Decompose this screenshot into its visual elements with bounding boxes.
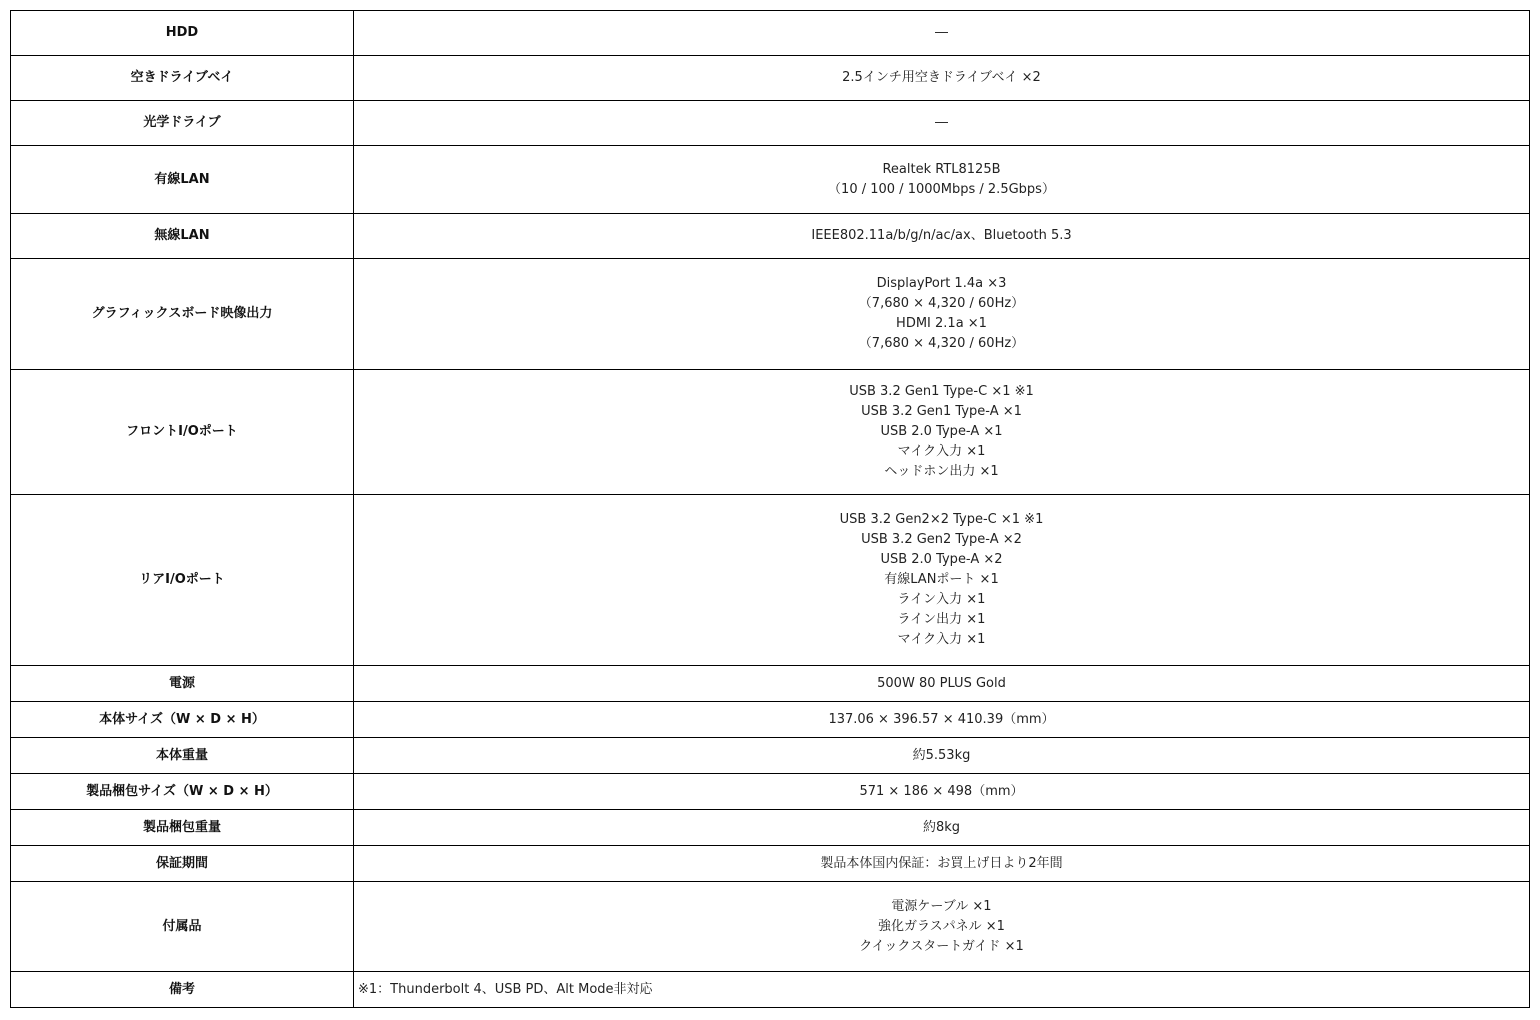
- spec-label: 本体重量: [11, 738, 354, 774]
- spec-value: [354, 259, 1530, 370]
- spec-row: [11, 11, 1530, 56]
- spec-table-body: [11, 11, 1530, 1008]
- spec-value: [354, 370, 1530, 495]
- spec-value-line: Realtek RTL8125B: [882, 161, 1001, 177]
- spec-value-line: ―: [935, 115, 948, 130]
- spec-value-line: （7,680 × 4,320 / 60Hz）: [858, 296, 1025, 311]
- spec-label: 光学ドライブ: [11, 101, 354, 146]
- spec-value: [354, 214, 1530, 259]
- spec-value-line: HDMI 2.1a ×1: [896, 316, 987, 331]
- spec-label: 本体サイズ（W × D × H）: [11, 702, 354, 738]
- spec-value-line: USB 3.2 Gen2×2 Type-C ×1 ※1: [839, 512, 1044, 527]
- spec-row: [11, 702, 1530, 738]
- spec-row: [11, 882, 1530, 972]
- spec-value-line: 強化ガラスパネル ×1: [878, 918, 1005, 934]
- spec-value-line: 約8kg: [922, 819, 961, 835]
- spec-value: [354, 774, 1530, 810]
- spec-label: グラフィックスボード映像出力: [11, 259, 354, 370]
- spec-value-line: ライン出力 ×1: [897, 612, 986, 627]
- spec-value-line: 電源ケーブル ×1: [891, 898, 992, 914]
- spec-value-line: マイク入力 ×1: [897, 444, 986, 459]
- spec-value-line: 約5.53kg: [912, 747, 971, 763]
- spec-value-line: 137.06 × 396.57 × 410.39（mm）: [828, 711, 1055, 727]
- spec-value-line: IEEE802.11a/b/g/n/ac/ax、Bluetooth 5.3: [811, 228, 1072, 243]
- spec-value-line: USB 3.2 Gen1 Type-C ×1 ※1: [849, 384, 1034, 399]
- spec-label: 無線LAN: [11, 214, 354, 259]
- spec-row: [11, 774, 1530, 810]
- spec-value: [354, 56, 1530, 101]
- spec-row: [11, 972, 1530, 1008]
- spec-value-line: 500W 80 PLUS Gold: [877, 675, 1006, 691]
- spec-row: [11, 846, 1530, 882]
- spec-value-line: （7,680 × 4,320 / 60Hz）: [858, 336, 1025, 351]
- spec-row: [11, 738, 1530, 774]
- spec-label: 空きドライブベイ: [11, 56, 354, 101]
- spec-row: [11, 370, 1530, 495]
- spec-value: [354, 846, 1530, 882]
- spec-label: HDD: [11, 11, 354, 56]
- spec-table-container: [10, 10, 1530, 1008]
- spec-label: リアI/Oポート: [11, 495, 354, 666]
- spec-label: 保証期間: [11, 846, 354, 882]
- spec-row: [11, 495, 1530, 666]
- spec-value: [354, 495, 1530, 666]
- spec-row: [11, 101, 1530, 146]
- spec-value-line: ―: [935, 25, 948, 40]
- spec-value: [354, 101, 1530, 146]
- spec-row: [11, 56, 1530, 101]
- spec-row: [11, 214, 1530, 259]
- spec-label: 製品梱包サイズ（W × D × H）: [11, 774, 354, 810]
- spec-value-line: （10 / 100 / 1000Mbps / 2.5Gbps）: [828, 181, 1055, 197]
- spec-label: フロントI/Oポート: [11, 370, 354, 495]
- spec-value-line: 2.5インチ用空きドライブベイ ×2: [842, 70, 1041, 85]
- spec-value-line: マイク入力 ×1: [897, 632, 986, 647]
- spec-value-line: USB 2.0 Type-A ×2: [880, 552, 1003, 567]
- spec-value: [354, 972, 1530, 1008]
- spec-value: [354, 810, 1530, 846]
- spec-row: [11, 810, 1530, 846]
- spec-value-line: USB 2.0 Type-A ×1: [880, 424, 1003, 439]
- spec-label: 有線LAN: [11, 146, 354, 214]
- spec-value-line: ※1：Thunderbolt 4、USB PD、Alt Mode非対応: [358, 981, 653, 997]
- spec-value-line: 571 × 186 × 498（mm）: [859, 783, 1024, 799]
- spec-row: [11, 666, 1530, 702]
- spec-value-line: ライン入力 ×1: [897, 592, 986, 607]
- spec-value-line: クイックスタートガイド ×1: [859, 938, 1024, 954]
- spec-label: 電源: [11, 666, 354, 702]
- spec-table: [10, 10, 1530, 1008]
- spec-label: 付属品: [11, 882, 354, 972]
- spec-value-line: USB 3.2 Gen2 Type-A ×2: [861, 532, 1022, 547]
- spec-label: 備考: [11, 972, 354, 1008]
- spec-value: [354, 666, 1530, 702]
- spec-label: 製品梱包重量: [11, 810, 354, 846]
- spec-value: [354, 11, 1530, 56]
- spec-row: [11, 146, 1530, 214]
- spec-value: [354, 702, 1530, 738]
- spec-value: [354, 146, 1530, 214]
- spec-value-line: 製品本体国内保証：お買上げ日より2年間: [820, 855, 1063, 871]
- spec-row: [11, 259, 1530, 370]
- spec-value-line: 有線LANポート ×1: [884, 572, 999, 587]
- spec-value: [354, 882, 1530, 972]
- spec-value-line: DisplayPort 1.4a ×3: [876, 276, 1007, 291]
- spec-value-line: ヘッドホン出力 ×1: [884, 464, 999, 479]
- spec-value: [354, 738, 1530, 774]
- spec-value-line: USB 3.2 Gen1 Type-A ×1: [861, 404, 1022, 419]
